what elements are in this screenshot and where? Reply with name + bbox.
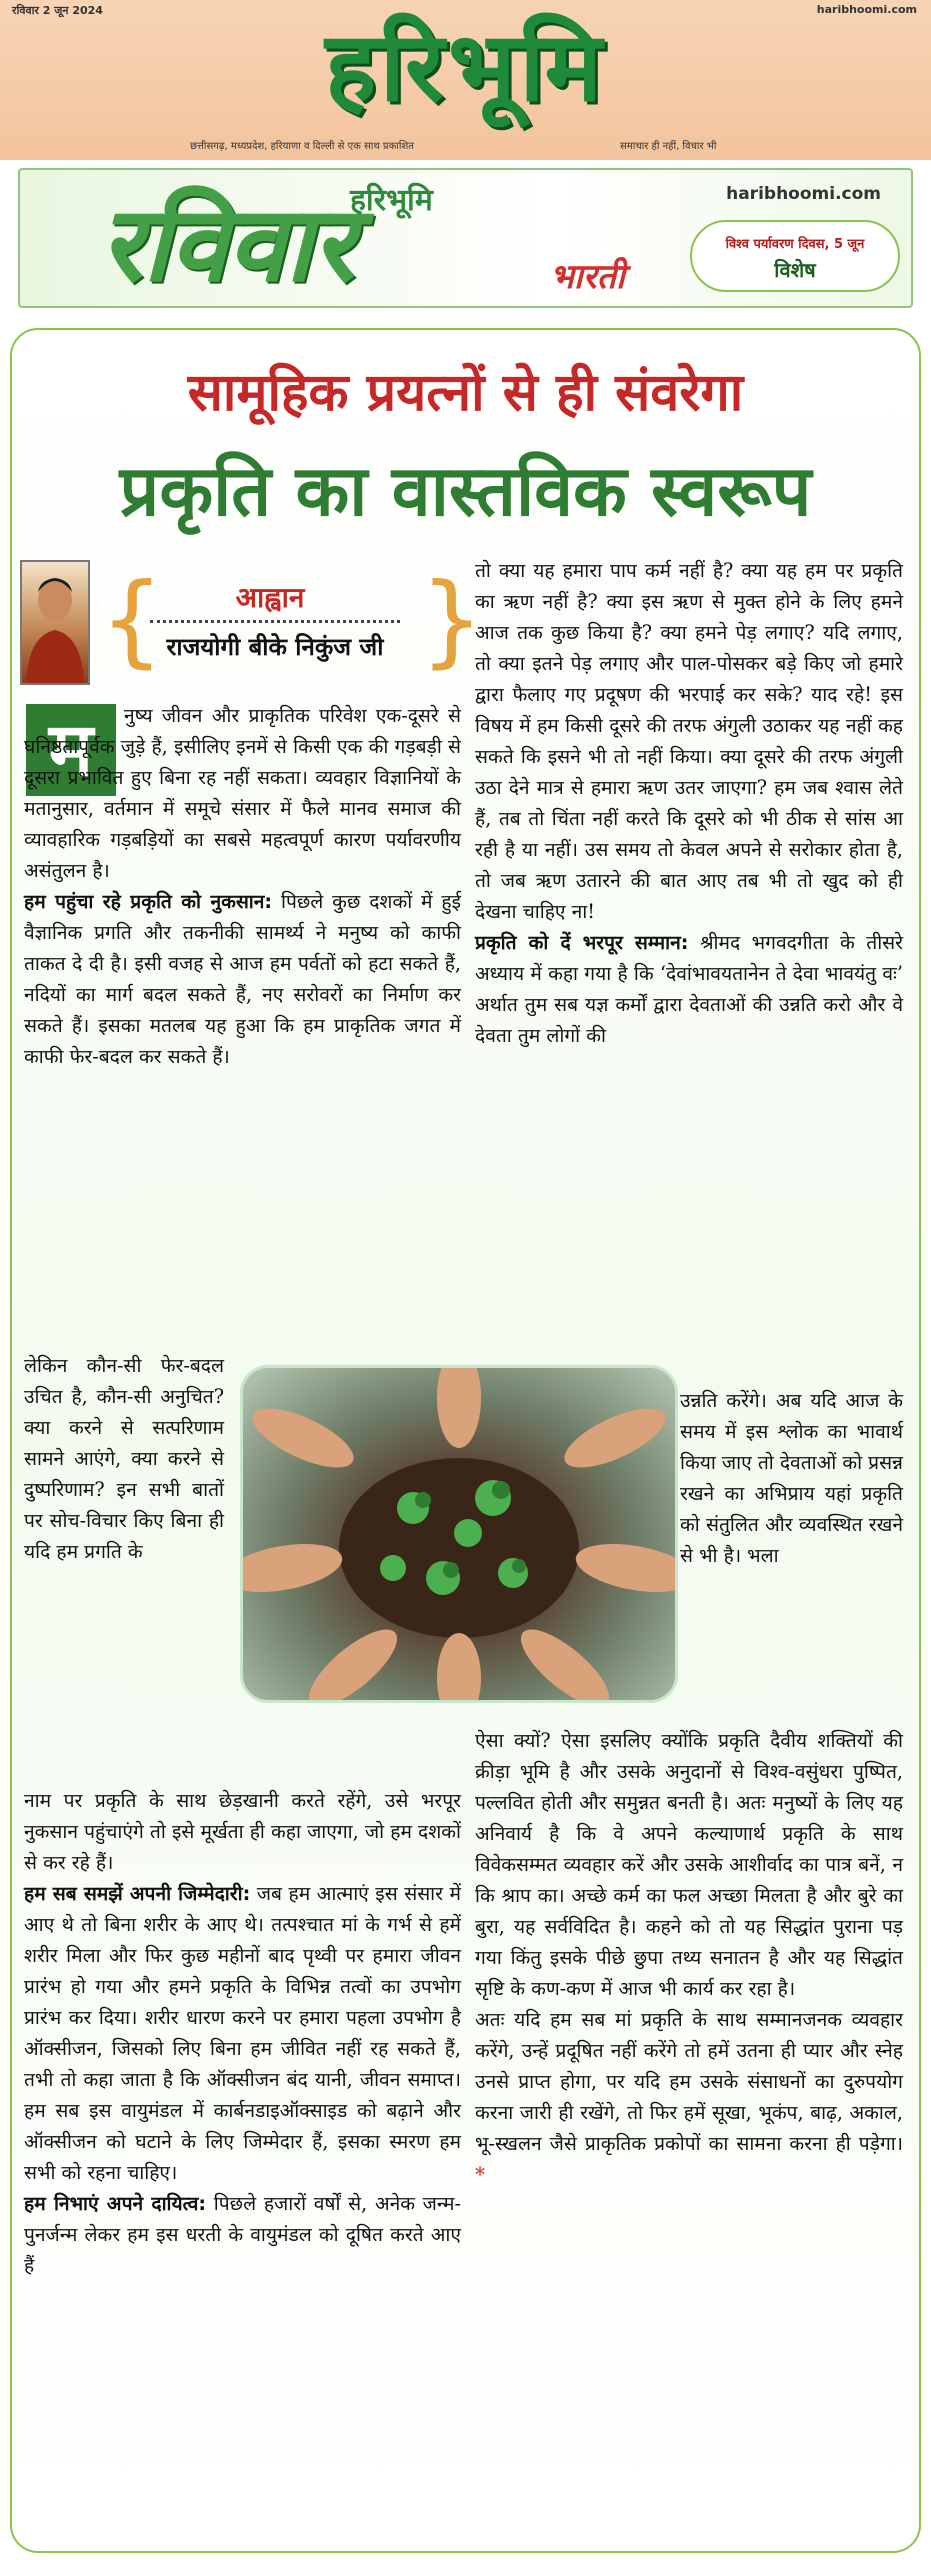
section-paragraph [24, 1878, 461, 2188]
end-mark: * [475, 2163, 486, 2186]
intro-paragraph [24, 700, 461, 886]
column-label: आह्वान [235, 581, 305, 614]
plants-in-hands-photo [240, 1365, 678, 1703]
section-text: जब हम आत्माएं इस संसार में आए थे तो बिना शरीर के आए थे। तत्पश्चात मां के गर्भ से हमें शरीर मिला और फिर कुछ महीनों बाद पृथ्वी पर हमारा जीवन प्रारंभ हो गया और हमने प्रकृति के विभिन्न तत्वों का उपभोग प्रारंभ कर दिया। शरीर धारण करने पर हमारा पहला उपभोग है ऑक्सीजन, जिसको लिए बिना हम जीवित नहीं रह सकते हैं, तभी तो कहा जाता है कि ऑक्सीजन बंद यानी, जीवन समाप्त। हम सब इस वायुमंडल में कार्बनडाइऑक्साइड को बढ़ाने और ऑक्सीजन को घटाने के लिए जिम्मेदार हैं, इसका स्मरण हम सभी को रहना चाहिए। [24, 1882, 461, 2184]
continued-paragraph: नाम पर प्रकृति के साथ छेड़खानी करते रहेंगे, उसे भरपूर नुकसान पहुंचाएंगे तो इसे मूर्खता ही कहा जाएगा, जो हम दशकों से कर रहे हैं। [24, 1789, 461, 1874]
right-column-narrow [680, 1385, 903, 1571]
section-heading: प्रकृति को दें भरपूर सम्मान: [475, 931, 689, 954]
body-paragraph: तो क्या यह हमारा पाप कर्म नहीं है? क्या यह हम पर प्रकृति का ऋण नहीं है? क्या इस ऋण से मुक्त होने के लिए हमने आज तक कुछ किया है? क्या हमने पेड़ लगाए? यदि लगाए, तो क्या इतने पेड़ लगाए और पाल-पोसकर बड़े किए जो हमारे द्वारा फैलाए गए प्रदूषण की भरपाई कर सके? याद रहे! इस विषय में हम किसी दूसरे की तरफ अंगुली उठाकर यह नहीं कह सकते कि इसने भी तो नहीं किया। क्या दूसरे की तरफ अंगुली उठा देने मात्र से हमारा ऋण उतर जाएगा? हम जब श्वास लेते हैं, तब तो चिंता नहीं करते कि दूसरे को भी ठीक से सांस आ रही है या नहीं। उस समय तो केवल अपने से सरोकार होता है, तो जब ऋण उतारने की बात आए तब भी तो खुद को ही देखना चाहिए ना! [475, 559, 903, 923]
right-column-top [475, 555, 903, 1051]
special-badge [690, 220, 900, 292]
section-heading: हम निभाएं अपने दायित्व: [24, 2192, 207, 2215]
author-divider [150, 620, 400, 623]
conclusion-text: अतः यदि हम सब मां प्रकृति के साथ सम्मानजनक व्यवहार करेंगे, उन्हें प्रदूषित नहीं करेंगे तो हमें उतना ही प्यार और स्नेह उनसे प्राप्त होगा, पर यदि हम उसके संसाधनों का दुरुपयोग करना जारी ही रखेंगे, तो फिर हमें सूखा, भूकंप, बाढ़, अकाल, भू-स्खलन जैसे प्राकृतिक प्रकोपों का सामना करना ही पड़ेगा। [475, 2008, 903, 2155]
brace-left: { [100, 561, 164, 678]
badge-special: विशेष [774, 258, 816, 282]
left-column-narrow [24, 1350, 224, 1567]
left-column-bottom [24, 1785, 461, 2281]
narrow-paragraph: लेकिन कौन-सी फेर-बदल उचित है, कौन-सी अनुचित? क्या करने से सत्परिणाम सामने आएंगे, क्या करने से दुष्परिणाम? इन सभी बातों पर सोच-विचार किए बिना ही यदि हम प्रगति के [24, 1354, 224, 1563]
left-column-top [24, 700, 461, 1072]
headline-line1: सामूहिक प्रयत्नों से ही संवरेगा [187, 362, 744, 423]
narrow-paragraph: उन्नति करेंगे। अब यदि आज के समय में इस श्लोक का भावार्थ किया जाए तो देवताओं को प्रसन्न रखने का अभिप्राय यहां प्रकृति को संतुलित और व्यवस्थित रखने से भी है। भला [680, 1389, 903, 1567]
badge-occasion: विश्व पर्यावरण दिवस, 5 जून [725, 237, 865, 252]
section-heading: हम पहुंचा रहे प्रकृति को नुकसान: [24, 890, 273, 913]
conclusion-paragraph [475, 2004, 903, 2190]
masthead [0, 0, 931, 160]
author-name: राजयोगी बीके निकुंज जी [166, 633, 384, 661]
intro-text: नुष्य जीवन और प्राकृतिक परिवेश एक-दूसरे से घनिष्ठतापूर्वक जुड़े हैं, इसीलिए इनमें से किसी एक की गड़बड़ी से दूसरा प्रभावित हुए बिना रह नहीं सकता। व्यवहार विज्ञानियों के मतानुसार, वर्तमान में समूचे संसार में फैले मानव समाज की व्यावहारिक गड़बड़ियों का सबसे महत्वपूर्ण कारण पर्यावरणीय असंतुलन है। [24, 704, 461, 882]
section-text: पिछले हजारों वर्षों से, अनेक जन्म-पुनर्जन्म लेकर हम इस धरती के वायुमंडल को दूषित करते आए हैं [24, 2192, 461, 2277]
supplement-title: रविवार [100, 182, 355, 305]
supplement-brand: हरिभूमि [350, 183, 433, 218]
dropcap: म [26, 704, 116, 796]
continued-paragraph: ऐसा क्यों? ऐसा इसलिए क्योंकि प्रकृति दैवीय शक्तियों की क्रीड़ा भूमि है और उसके अनुदानों से विश्व-वसुंधरा पुष्पित, पल्लवित होती और समुन्नत बनती है। अतः मनुष्यों के लिए यह अनिवार्य है कि वे अपने कल्याणार्थ प्रकृति के साथ विवेकसम्मत व्यवहार करें और उसके आशीर्वाद का पात्र बनें, न कि श्राप का। अच्छे कर्म का फल अच्छा मिलता है और बुरे का बुरा, यह सर्वविदित है। कहने को तो यह सिद्धांत पुराना पड़ गया किंतु इसके पीछे छुपा तथ्य सनातन है और यह सिद्धांत सृष्टि के कण-कण में आज भी कार्य कर रहा है। [475, 1729, 903, 2000]
masthead-site: haribhoomi.com [816, 3, 917, 16]
supplement-subtitle: भारती [550, 257, 625, 297]
section-text: पिछले कुछ दशकों में हुई वैज्ञानिक प्रगति और तकनीकी सामर्थ्य ने मनुष्य को काफी ताकत दे दी है। इसी वजह से आज हम पर्वतों को हटा सकते हैं, नदियों का मार्ग बदल सकते हैं, नए सरोवरों का निर्माण कर सकते हैं। इसका मतलब यह हुआ कि हम प्राकृतिक जगत में काफी फेर-बदल कर सकते हैं। [24, 890, 461, 1068]
masthead-tagline-right: समाचार ही नहीं, विचार भी [620, 141, 717, 152]
right-column-bottom [475, 1725, 903, 2190]
section-paragraph [475, 927, 903, 1051]
section-text: श्रीमद भगवदगीता के तीसरे अध्याय में कहा गया है कि ‘देवांभावयतानेन ते देवा भावयंतु वः’ अर्थात तुम सब यज्ञ कर्मों द्वारा देवताओं की उन्नति करो और वे देवता तुम लोगों की [475, 931, 903, 1047]
newspaper-logo: हरिभूमि [325, 10, 606, 123]
brace-right: } [420, 561, 484, 678]
author-photo [20, 560, 90, 685]
headline-line2: प्रकृति का वास्तविक स्वरूप [119, 449, 812, 532]
masthead-tagline-left: छत्तीसगढ़, मध्यप्रदेश, हरियाणा व दिल्ली से एक साथ प्रकाशित [190, 141, 414, 152]
section-paragraph [24, 2188, 461, 2281]
section-heading: हम सब समझें अपनी जिम्मेदारी: [24, 1882, 251, 1905]
supplement-banner [18, 168, 913, 308]
issue-date: रविवार 2 जून 2024 [12, 4, 103, 17]
banner-site: haribhoomi.com [726, 184, 881, 204]
section-paragraph [24, 886, 461, 1072]
